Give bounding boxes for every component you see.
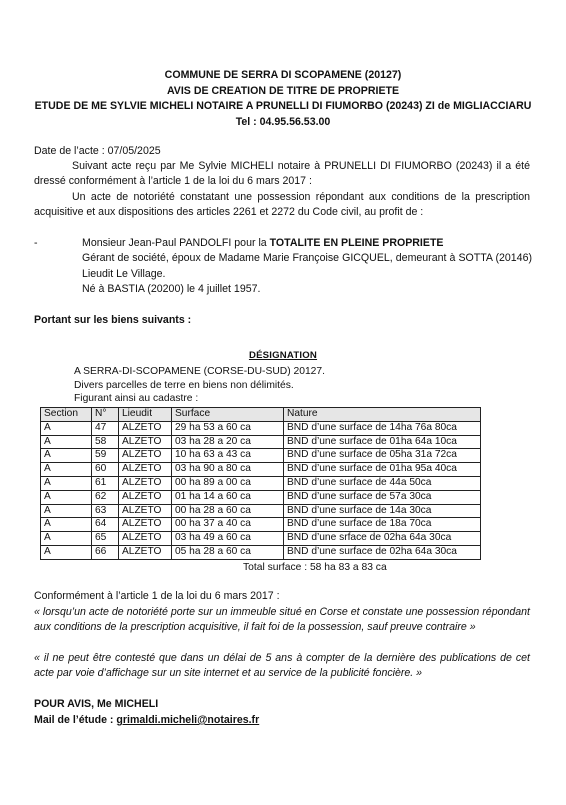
designation-heading-wrap bbox=[0, 348, 566, 363]
number-cell: 66 bbox=[92, 545, 119, 559]
table-row bbox=[41, 421, 481, 435]
lieudit-cell: ALZETO bbox=[119, 490, 172, 504]
lieudit-cell: ALZETO bbox=[119, 476, 172, 490]
col-header-surface: Surface bbox=[172, 408, 284, 422]
number-cell: 47 bbox=[92, 421, 119, 435]
intro-paragraph: Suivant acte reçu par Me Sylvie MICHELI notaire à PRUNELLI DI FIUMORBO (20243) il a été dressé conformément à l’article 1 de la loi du 6 mars 2017 : bbox=[34, 160, 530, 188]
surface-cell: 03 ha 49 a 60 ca bbox=[172, 532, 284, 546]
surface-cell: 10 ha 63 a 43 ca bbox=[172, 449, 284, 463]
section-cell: A bbox=[41, 504, 92, 518]
surface-cell: 29 ha 53 a 60 ca bbox=[172, 421, 284, 435]
etude-line: ETUDE DE ME SYLVIE MICHELI NOTAIRE A PRUNELLI DI FIUMORBO (20243) ZI de MIGLIACCIARU bbox=[34, 100, 532, 112]
number-cell: 61 bbox=[92, 476, 119, 490]
acte-date: Date de l’acte : 07/05/2025 bbox=[34, 145, 161, 157]
designation-heading: DÉSIGNATION bbox=[248, 350, 318, 361]
biens-heading: Portant sur les biens suivants : bbox=[34, 314, 192, 326]
section-cell: A bbox=[41, 463, 92, 477]
section-cell: A bbox=[41, 449, 92, 463]
table-row bbox=[41, 476, 481, 490]
beneficiary-totality: TOTALITE EN PLEINE PROPRIETE bbox=[269, 237, 444, 249]
legal-quote-2: « il ne peut être contesté que dans un délai de 5 ans à compter de la dernière des publications de cet acte par voie d’affichage sur un site internet et au service de la publicité foncière. » bbox=[34, 652, 530, 680]
lieudit-cell: ALZETO bbox=[119, 504, 172, 518]
table-row bbox=[41, 518, 481, 532]
lieudit-cell: ALZETO bbox=[119, 545, 172, 559]
surface-cell: 01 ha 14 a 60 ca bbox=[172, 490, 284, 504]
surface-cell: 03 ha 28 a 20 ca bbox=[172, 435, 284, 449]
lieudit-cell: ALZETO bbox=[119, 421, 172, 435]
surface-cell: 00 ha 28 a 60 ca bbox=[172, 504, 284, 518]
col-header-number: N° bbox=[92, 408, 119, 422]
number-cell: 64 bbox=[92, 518, 119, 532]
legal-quote-1: « lorsqu’un acte de notoriété porte sur un immeuble situé en Corse et constate une possession répondant aux conditions de la prescription acquisitive, il fait foi de la possession, sauf preuve contraire » bbox=[34, 606, 530, 634]
section-cell: A bbox=[41, 476, 92, 490]
acte-paragraph: Un acte de notoriété constatant une possession répondant aux conditions de la prescription acquisitive et aux dispositions des articles 2261 et 2272 du Code civil, au profit de : bbox=[34, 191, 530, 219]
number-cell: 65 bbox=[92, 532, 119, 546]
lieudit-cell: ALZETO bbox=[119, 518, 172, 532]
table-row bbox=[41, 449, 481, 463]
designation-location: A SERRA-DI-SCOPAMENE (CORSE-DU-SUD) 20127. bbox=[74, 366, 325, 377]
commune-title: COMMUNE DE SERRA DI SCOPAMENE (20127) bbox=[164, 69, 402, 81]
nature-cell: BND d’une surface de 14ha 76a 80ca bbox=[284, 421, 481, 435]
nature-cell: BND d’une srface de 02ha 64a 30ca bbox=[284, 532, 481, 546]
mail-label: Mail de l’étude : bbox=[34, 714, 117, 726]
surface-cell: 00 ha 89 a 00 ca bbox=[172, 476, 284, 490]
lieudit-cell: ALZETO bbox=[119, 532, 172, 546]
nature-cell: BND d’une surface de 01ha 95a 40ca bbox=[284, 463, 481, 477]
number-cell: 58 bbox=[92, 435, 119, 449]
lieudit-cell: ALZETO bbox=[119, 463, 172, 477]
number-cell: 62 bbox=[92, 490, 119, 504]
section-cell: A bbox=[41, 518, 92, 532]
conformement-line: Conformément à l’article 1 de la loi du 6 mars 2017 : bbox=[34, 590, 280, 602]
nature-cell: BND d’une surface de 05ha 31a 72ca bbox=[284, 449, 481, 463]
table-row bbox=[41, 435, 481, 449]
section-cell: A bbox=[41, 545, 92, 559]
table-row bbox=[41, 490, 481, 504]
nature-cell: BND d’une surface de 01ha 64a 10ca bbox=[284, 435, 481, 449]
surface-cell: 05 ha 28 a 60 ca bbox=[172, 545, 284, 559]
table-row bbox=[41, 463, 481, 477]
lieudit-cell: ALZETO bbox=[119, 449, 172, 463]
surface-cell: 03 ha 90 a 80 ca bbox=[172, 463, 284, 477]
list-dash: - bbox=[34, 237, 38, 249]
lieudit-cell: ALZETO bbox=[119, 435, 172, 449]
cadastre-table bbox=[40, 407, 481, 560]
notice-title: AVIS DE CREATION DE TITRE DE PROPRIETE bbox=[166, 84, 400, 97]
nature-cell: BND d’une surface de 14a 30ca bbox=[284, 504, 481, 518]
beneficiary-name: Monsieur Jean-Paul PANDOLFI pour la bbox=[82, 237, 270, 249]
nature-cell: BND d’une surface de 02ha 64a 30ca bbox=[284, 545, 481, 559]
col-header-lieudit: Lieudit bbox=[119, 408, 172, 422]
section-cell: A bbox=[41, 435, 92, 449]
table-body bbox=[41, 421, 481, 559]
total-surface: Total surface : 58 ha 83 a 83 ca bbox=[243, 562, 387, 573]
surface-cell: 00 ha 37 a 40 ca bbox=[172, 518, 284, 532]
number-cell: 63 bbox=[92, 504, 119, 518]
mail-line bbox=[34, 713, 259, 728]
beneficiary-block bbox=[82, 236, 532, 298]
nature-cell: BND d’une surface de 44a 50ca bbox=[284, 476, 481, 490]
number-cell: 60 bbox=[92, 463, 119, 477]
col-header-section: Section bbox=[41, 408, 92, 422]
number-cell: 59 bbox=[92, 449, 119, 463]
beneficiary-birth: Né à BASTIA (20200) le 4 juillet 1957. bbox=[82, 283, 261, 296]
table-header-row bbox=[41, 408, 481, 422]
beneficiary-details: Gérant de société, époux de Madame Marie Françoise GICQUEL, demeurant à SOTTA (20146) Lieudit Le Village. bbox=[82, 252, 532, 280]
beneficiary-name-line bbox=[82, 236, 532, 251]
designation-block bbox=[74, 365, 325, 404]
notice-header bbox=[0, 68, 566, 130]
table-row bbox=[41, 504, 481, 518]
designation-figurant: Figurant ainsi au cadastre : bbox=[74, 393, 199, 405]
designation-parcels: Divers parcelles de terre en biens non délimités. bbox=[74, 380, 294, 392]
pour-avis: POUR AVIS, Me MICHELI bbox=[34, 698, 159, 710]
nature-cell: BND d’une surface de 57a 30ca bbox=[284, 490, 481, 504]
table-row bbox=[41, 545, 481, 559]
section-cell: A bbox=[41, 421, 92, 435]
phone-line: Tel : 04.95.56.53.00 bbox=[235, 115, 331, 128]
nature-cell: BND d’une surface de 18a 70ca bbox=[284, 518, 481, 532]
table-row bbox=[41, 532, 481, 546]
col-header-nature: Nature bbox=[284, 408, 481, 422]
section-cell: A bbox=[41, 532, 92, 546]
section-cell: A bbox=[41, 490, 92, 504]
mail-link[interactable]: grimaldi.micheli@notaires.fr bbox=[116, 714, 260, 726]
